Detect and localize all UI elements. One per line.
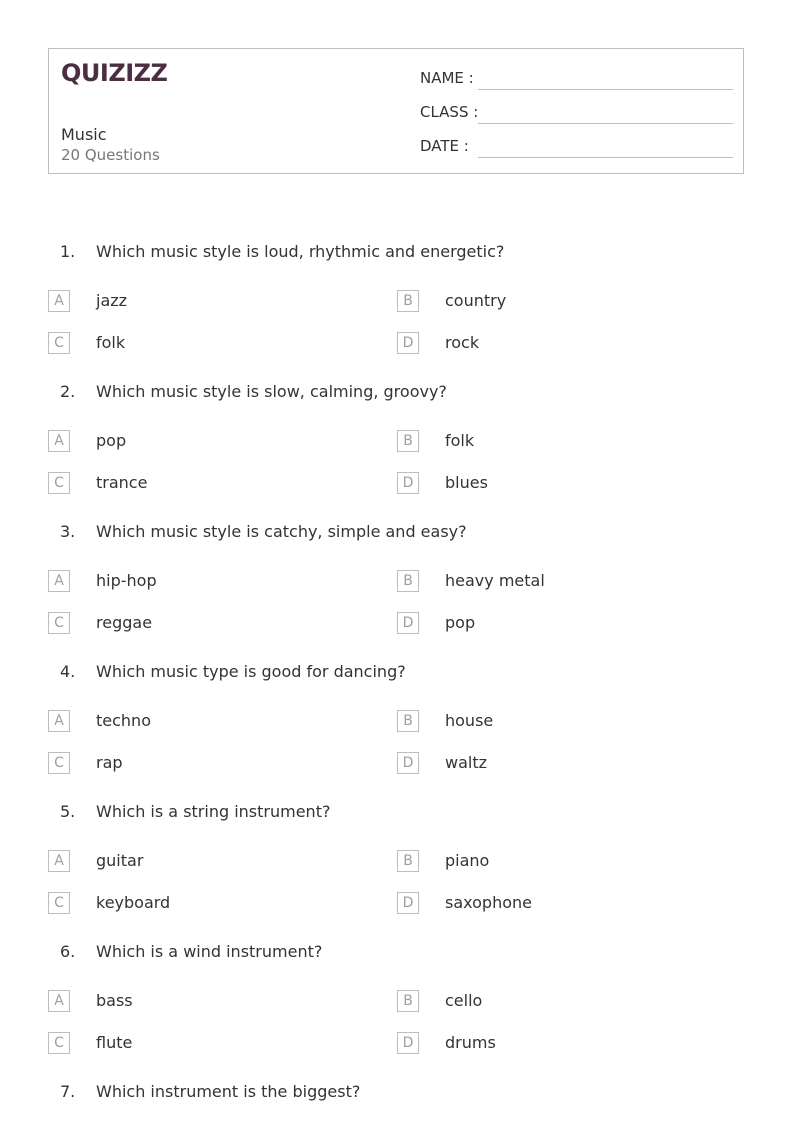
question-number: 7.: [60, 1082, 76, 1101]
option-text: keyboard: [96, 893, 171, 912]
option-letter-badge: B: [397, 710, 419, 732]
option-text: pop: [96, 431, 127, 450]
class-label: CLASS :: [420, 103, 479, 121]
option-letter-badge: C: [48, 472, 70, 494]
option-letter-badge: A: [48, 710, 70, 732]
option-letter-badge: A: [48, 990, 70, 1012]
name-line[interactable]: [478, 89, 733, 90]
option-letter-badge: C: [48, 1032, 70, 1054]
question-text: Which music type is good for dancing?: [96, 662, 406, 681]
question-text: Which music style is catchy, simple and easy?: [96, 522, 467, 541]
option-text: hip-hop: [96, 571, 157, 590]
question-number: 4.: [60, 662, 76, 681]
option-letter-badge: B: [397, 850, 419, 872]
option-letter-badge: A: [48, 570, 70, 592]
class-field: [420, 103, 478, 121]
option-text: jazz: [96, 291, 128, 310]
option-letter-badge: A: [48, 430, 70, 452]
option-text: heavy metal: [445, 571, 545, 590]
date-field: [420, 137, 469, 155]
question-text: Which is a wind instrument?: [96, 942, 323, 961]
option-letter-badge: A: [48, 850, 70, 872]
name-field: [420, 69, 474, 87]
option-text: drums: [445, 1033, 496, 1052]
option-text: reggae: [96, 613, 153, 632]
class-line[interactable]: [478, 123, 733, 124]
option-text: folk: [96, 333, 126, 352]
worksheet-topic: Music: [61, 125, 107, 144]
question-number: 3.: [60, 522, 76, 541]
question-text: Which music style is loud, rhythmic and energetic?: [96, 242, 505, 261]
option-text: folk: [445, 431, 475, 450]
date-line[interactable]: [478, 157, 733, 158]
option-text: pop: [445, 613, 476, 632]
quizizz-logo: QUIZIZZ: [61, 59, 168, 87]
option-letter-badge: B: [397, 430, 419, 452]
option-text: techno: [96, 711, 151, 730]
question-count: 20 Questions: [61, 146, 160, 164]
option-text: saxophone: [445, 893, 532, 912]
question-text: Which instrument is the biggest?: [96, 1082, 361, 1101]
name-label: NAME :: [420, 69, 474, 87]
option-letter-badge: B: [397, 990, 419, 1012]
worksheet-header: [48, 48, 744, 174]
option-text: cello: [445, 991, 483, 1010]
option-text: country: [445, 291, 507, 310]
option-letter-badge: D: [397, 332, 419, 354]
option-letter-badge: D: [397, 472, 419, 494]
option-text: flute: [96, 1033, 133, 1052]
option-text: rock: [445, 333, 480, 352]
question-number: 1.: [60, 242, 76, 261]
option-text: trance: [96, 473, 148, 492]
question-text: Which music style is slow, calming, groovy?: [96, 382, 447, 401]
option-text: bass: [96, 991, 133, 1010]
option-text: blues: [445, 473, 488, 492]
question-number: 6.: [60, 942, 76, 961]
option-text: rap: [96, 753, 123, 772]
option-letter-badge: C: [48, 892, 70, 914]
option-letter-badge: B: [397, 290, 419, 312]
question-number: 5.: [60, 802, 76, 821]
option-letter-badge: C: [48, 752, 70, 774]
option-letter-badge: A: [48, 290, 70, 312]
option-letter-badge: D: [397, 612, 419, 634]
option-letter-badge: D: [397, 1032, 419, 1054]
option-text: guitar: [96, 851, 144, 870]
option-text: piano: [445, 851, 490, 870]
date-label: DATE :: [420, 137, 469, 155]
option-text: house: [445, 711, 494, 730]
option-text: waltz: [445, 753, 488, 772]
option-letter-badge: D: [397, 752, 419, 774]
option-letter-badge: D: [397, 892, 419, 914]
question-number: 2.: [60, 382, 76, 401]
option-letter-badge: B: [397, 570, 419, 592]
option-letter-badge: C: [48, 612, 70, 634]
option-letter-badge: C: [48, 332, 70, 354]
question-text: Which is a string instrument?: [96, 802, 331, 821]
